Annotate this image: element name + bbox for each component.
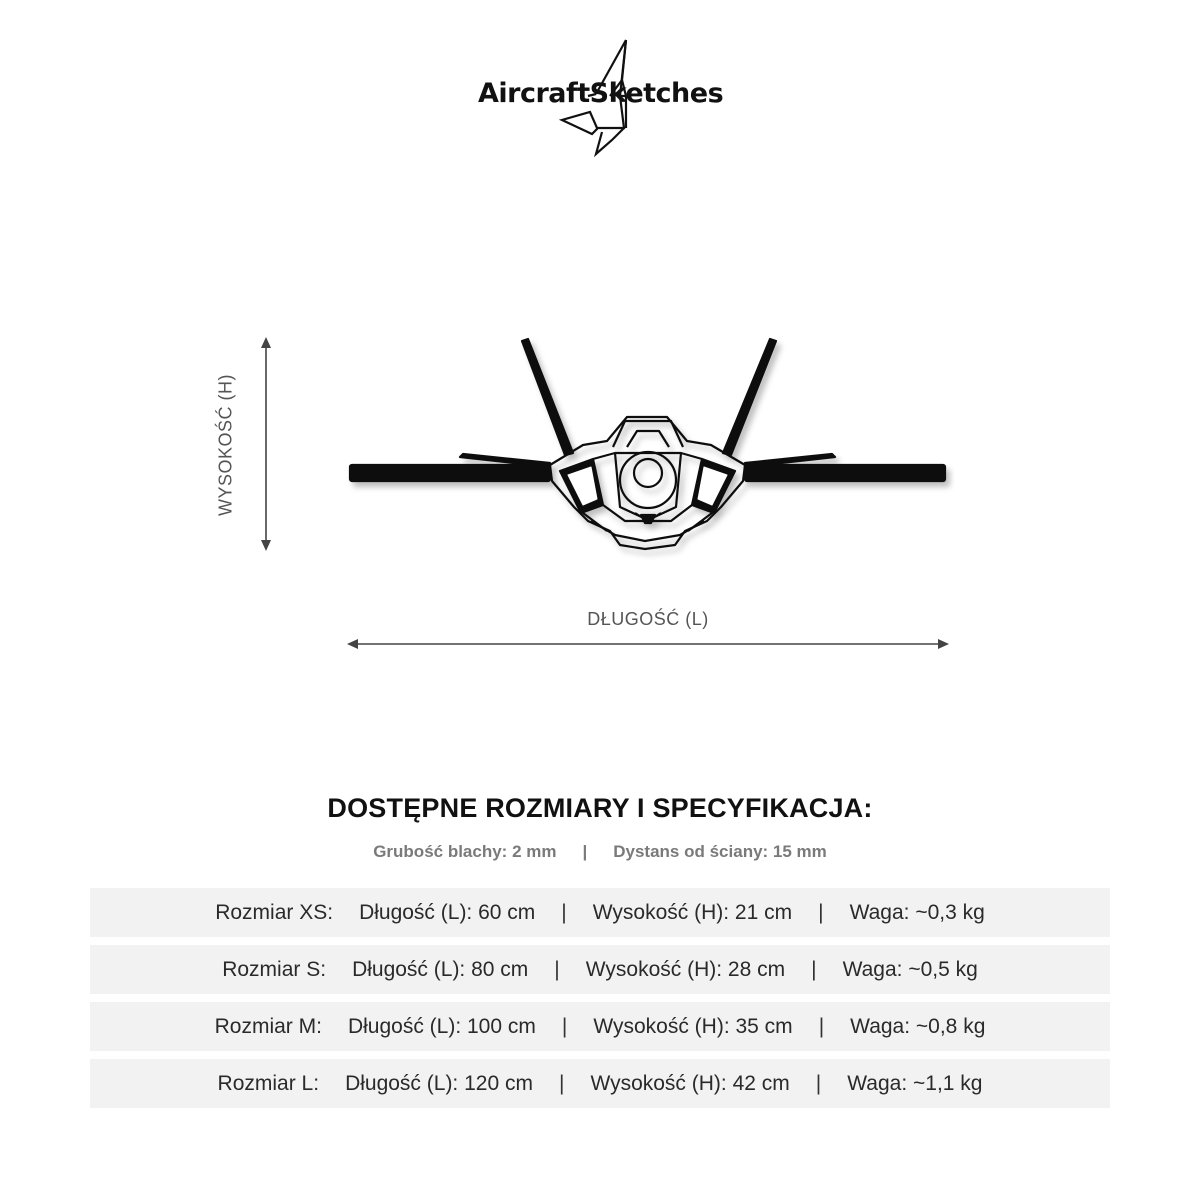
row-separator: |: [818, 1014, 825, 1038]
size-height: Wysokość (H): 21 cm: [592, 900, 793, 924]
size-weight: Waga: ~0,3 kg: [849, 900, 985, 924]
size-name: Rozmiar L:: [217, 1071, 320, 1095]
brand-logo: [470, 36, 730, 161]
size-name: Rozmiar M:: [214, 1014, 322, 1038]
subtitle-separator: |: [582, 842, 588, 861]
logo-text: AircraftSketches: [478, 78, 724, 109]
size-weight: Waga: ~0,8 kg: [850, 1014, 986, 1038]
row-separator: |: [558, 1071, 565, 1095]
size-height: Wysokość (H): 42 cm: [590, 1071, 790, 1095]
size-length: Długość (L): 80 cm: [352, 957, 529, 981]
height-label: WYSOKOŚĆ (H): [215, 373, 236, 517]
size-length: Długość (L): 120 cm: [345, 1071, 533, 1095]
size-height: Wysokość (H): 28 cm: [585, 957, 786, 981]
row-separator: |: [561, 1014, 568, 1038]
size-row-xs: [90, 888, 1110, 937]
row-separator: |: [561, 900, 567, 924]
spec-subtitle: [0, 842, 1200, 862]
spec-title: DOSTĘPNE ROZMIARY I SPECYFIKACJA:: [327, 793, 873, 823]
size-table: [90, 888, 1110, 1116]
size-weight: Waga: ~0,5 kg: [842, 957, 978, 981]
size-row-s: [90, 945, 1110, 994]
size-name: Rozmiar S:: [222, 957, 327, 981]
size-length: Długość (L): 100 cm: [347, 1014, 536, 1038]
size-row-l: [90, 1059, 1110, 1108]
height-dimension-arrow: [255, 336, 277, 552]
size-name: Rozmiar XS:: [215, 900, 334, 924]
size-height: Wysokość (H): 35 cm: [593, 1014, 793, 1038]
row-separator: |: [811, 957, 817, 981]
thickness-text: Grubość blachy: 2 mm: [373, 842, 557, 861]
row-separator: |: [815, 1071, 822, 1095]
wall-distance-text: Dystans od ściany: 15 mm: [613, 842, 827, 861]
size-weight: Waga: ~1,1 kg: [847, 1071, 983, 1095]
size-row-m: [90, 1002, 1110, 1051]
jet-silhouette-image: [345, 335, 955, 560]
size-length: Długość (L): 60 cm: [359, 900, 536, 924]
row-separator: |: [554, 957, 560, 981]
row-separator: |: [818, 900, 824, 924]
length-dimension-arrow: [346, 634, 950, 654]
length-label: DŁUGOŚĆ (L): [587, 609, 709, 629]
